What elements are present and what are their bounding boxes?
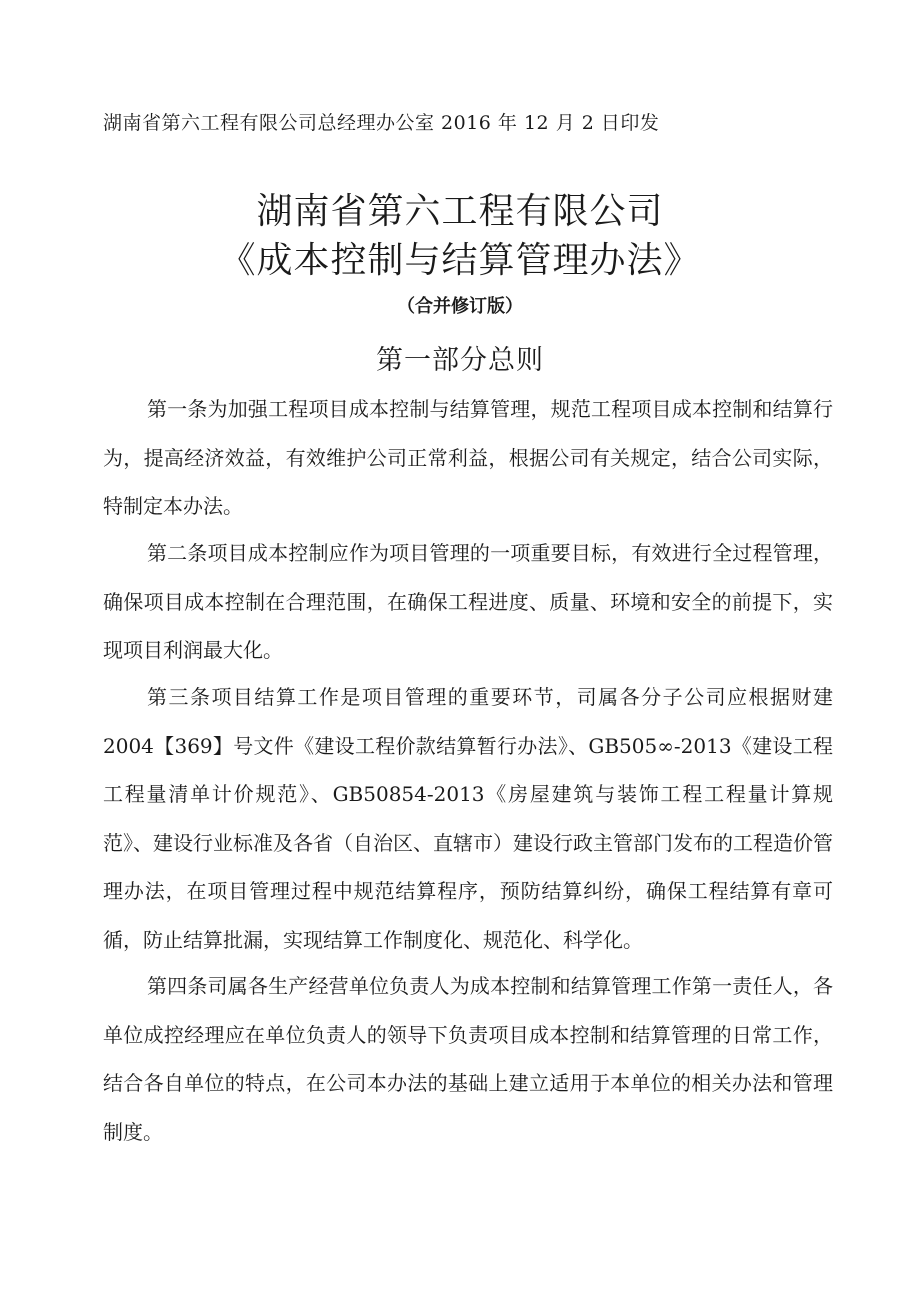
- document-subtitle: （合并修订版）: [397, 296, 523, 317]
- article-2: [103, 529, 833, 675]
- article-text: 项目结算工作是项目管理的重要环节，司属各分子公司应根据财建2004【369】号文件《建设工程价款结算暂行办法》、GB505∞-2013《建设工程工程量清单计价规范》、GB50854-2013《房屋建筑与装饰工程工程量计算规范》、建设行业标准及各省（自治区、直辖市）建设行政主管部门发布的工程造价管理办法，在项目管理过程中规范结算程序，预防结算纠纷，确保工程结算有章可循，防止结算批漏，实现结算工作制度化、规范化、科学化。: [103, 685, 834, 952]
- article-text: 司属各生产经营单位负责人为成本控制和结算管理工作第一责任人，各单位成控经理应在单位负责人的领导下负责项目成本控制和结算管理的日常工作，结合各自单位的特点，在公司本办法的基础上建立适用于本单位的相关办法和管理制度。: [103, 974, 834, 1144]
- document-title-line-2: 《成本控制与结算管理办法》: [219, 240, 701, 281]
- document-title-line-1: 湖南省第六工程有限公司: [256, 191, 664, 232]
- article-number: 第四条: [147, 974, 208, 998]
- article-4: [103, 962, 833, 1156]
- article-number: 第一条: [147, 397, 208, 421]
- article-1: [103, 385, 833, 531]
- part-heading: 第一部分总则: [376, 345, 544, 376]
- article-number: 第三条: [147, 685, 212, 709]
- issuer-line: 湖南省第六工程有限公司总经理办公室 2016 年 12 月 2 日印发: [103, 112, 660, 134]
- article-3: [103, 673, 833, 964]
- article-number: 第二条: [147, 541, 208, 565]
- article-text: 为加强工程项目成本控制与结算管理，规范工程项目成本控制和结算行为，提高经济效益，有效维护公司正常利益，根据公司有关规定，结合公司实际，特制定本办法。: [103, 397, 834, 518]
- article-text: 项目成本控制应作为项目管理的一项重要目标，有效进行全过程管理，确保项目成本控制在合理范围，在确保工程进度、质量、环境和安全的前提下，实现项目利润最大化。: [103, 541, 834, 662]
